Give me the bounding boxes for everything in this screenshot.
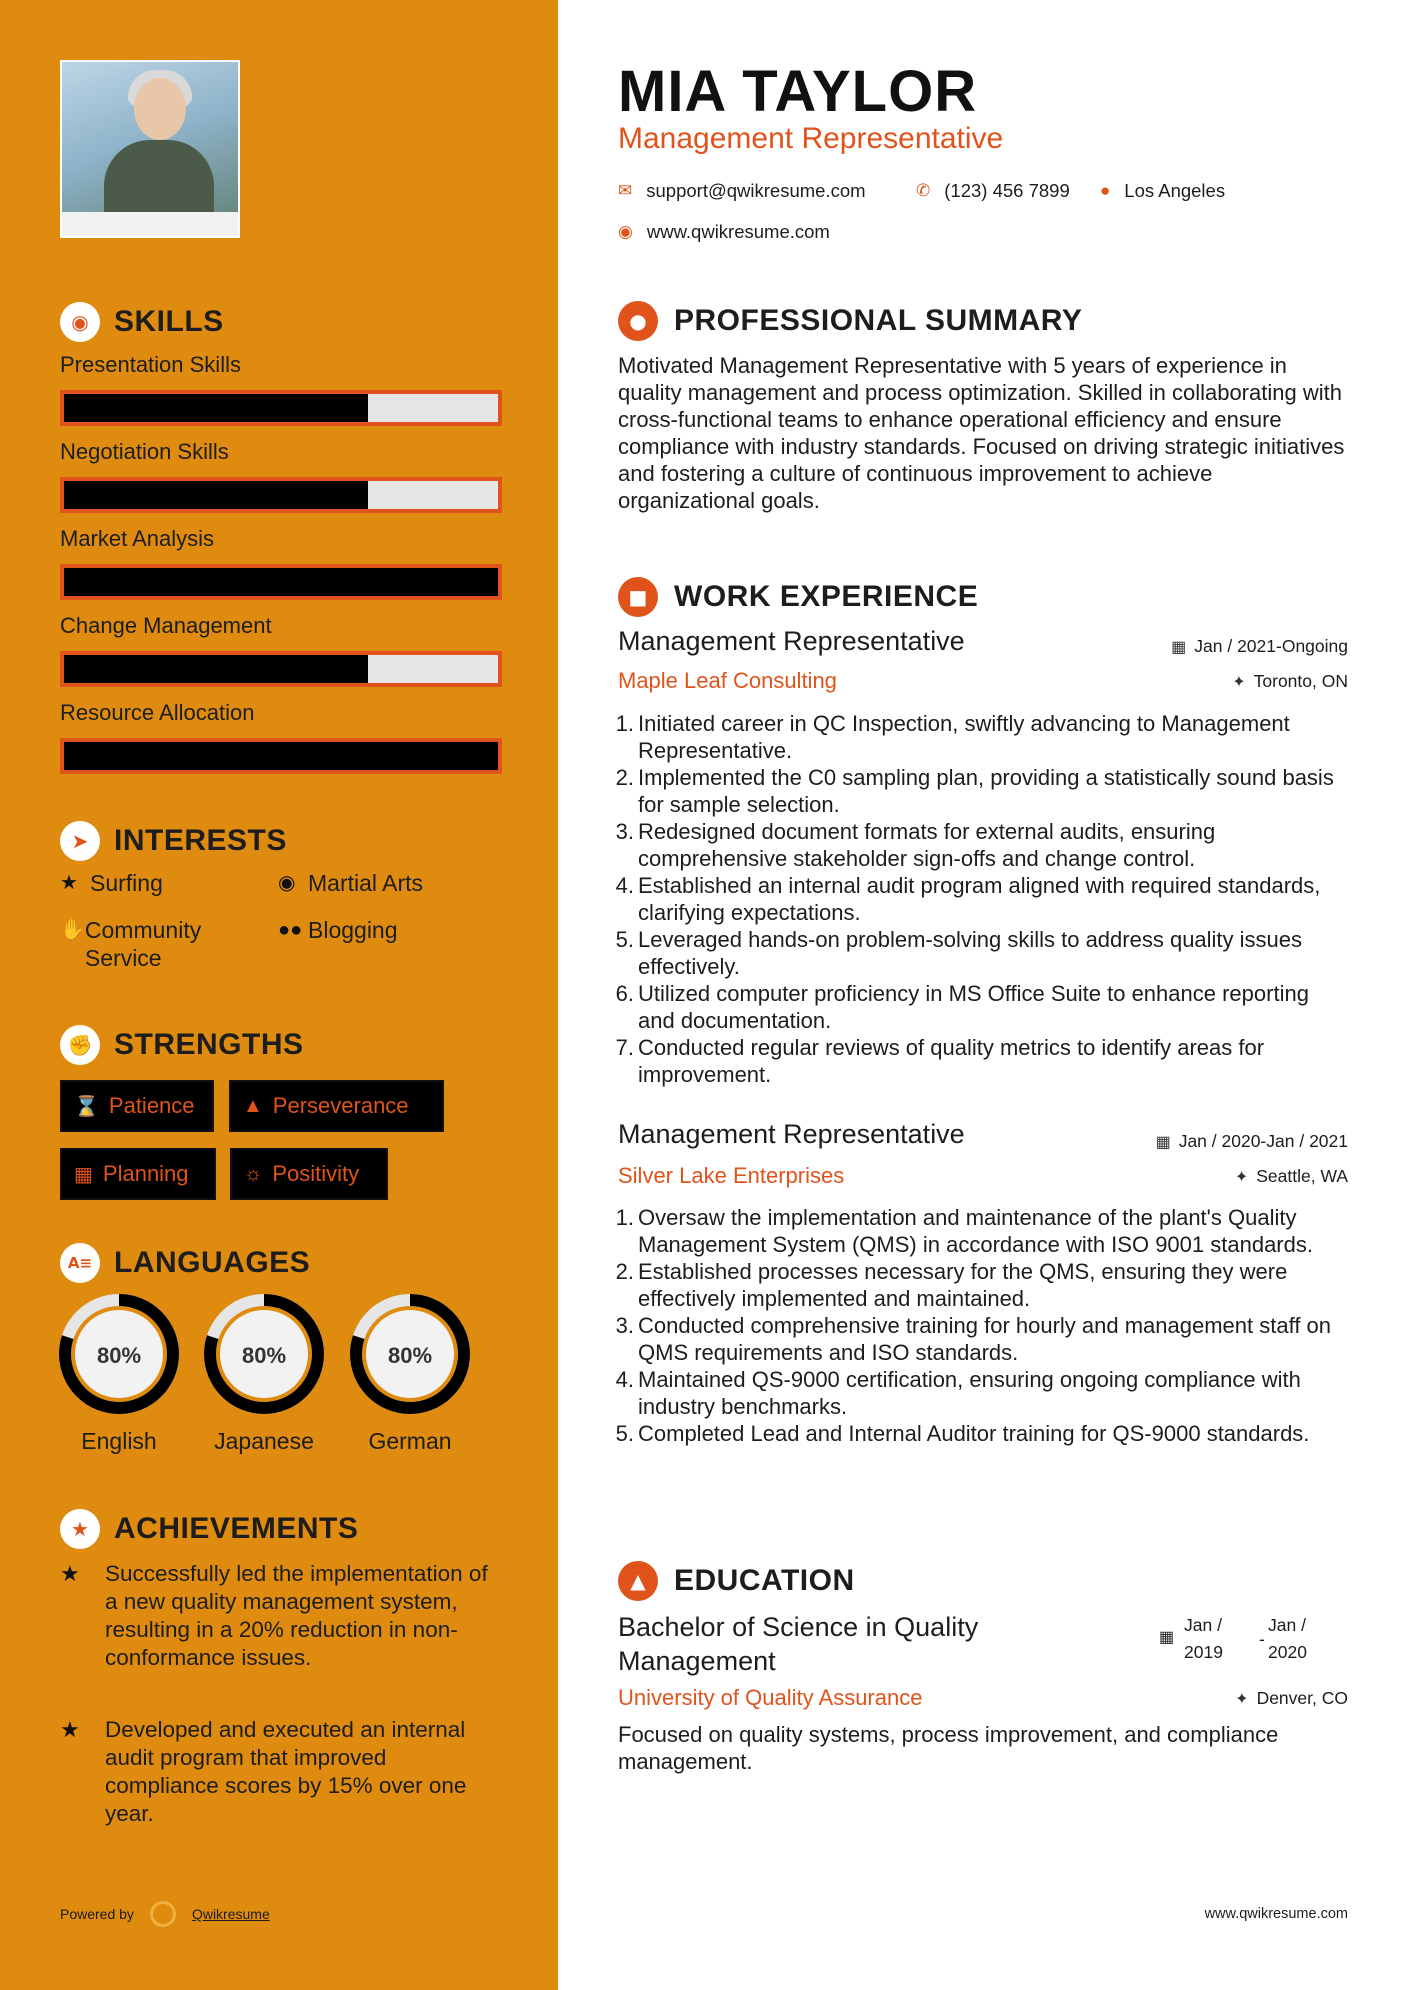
skill-item <box>60 352 502 426</box>
list-item: 2. Established processes necessary for the QMS, ensuring they were effectively implemented and maintained. <box>615 1259 1288 1311</box>
star-icon: ★ <box>60 1561 80 1586</box>
phone-text: (123) 456 7899 <box>944 180 1070 201</box>
fist-icon: ✊ <box>60 1025 100 1065</box>
pin-icon: ✦ <box>1234 1168 1249 1186</box>
job-location <box>1235 1166 1348 1187</box>
language-item <box>202 1292 326 1455</box>
interest-label: Martial Arts <box>308 870 424 896</box>
experience-header <box>618 575 978 619</box>
skills-header <box>60 300 224 344</box>
language-name: English <box>81 1428 157 1454</box>
list-item: 5. Leveraged hands-on problem-solving skills to address quality issues effectively. <box>615 927 1303 979</box>
summary-header <box>618 299 1082 343</box>
achievement-text: Developed and executed an internal audit program that improved compliance scores by 15% over one year. <box>105 1717 467 1826</box>
summary-title: PROFESSIONAL SUMMARY <box>674 304 1083 337</box>
job-company: Maple Leaf Consulting <box>618 668 837 693</box>
skill-label: Presentation Skills <box>60 352 241 377</box>
contact-location <box>1100 180 1225 202</box>
skill-label: Negotiation Skills <box>60 439 229 464</box>
skill-bar-fill <box>64 742 498 770</box>
school-name: University of Quality Assurance <box>618 1685 923 1710</box>
interest-item <box>278 869 423 897</box>
skill-bar <box>60 564 502 600</box>
education-location-text: Denver, CO <box>1256 1688 1348 1708</box>
skill-bar <box>60 651 502 687</box>
language-icon: A≡ <box>60 1243 100 1283</box>
powered-prefix: Powered by <box>60 1906 134 1922</box>
degree-title: Bachelor of Science in Quality Management <box>618 1612 979 1676</box>
language-item <box>348 1292 472 1455</box>
location-text: Los Angeles <box>1124 180 1226 201</box>
hourglass-icon: ⌛ <box>74 1095 99 1118</box>
education-start: Jan / 2019 <box>1184 1615 1223 1662</box>
education-end: Jan / 2020 <box>1268 1615 1307 1662</box>
education-description: Focused on quality systems, process improvement, and compliance management. <box>618 1722 1279 1774</box>
hand-icon: ✋ <box>60 919 85 941</box>
list-item: 1. Oversaw the implementation and maintenance of the plant's Quality Management System (QMS) in accordance with ISO 9001 standards. <box>615 1205 1313 1257</box>
language-name: Japanese <box>214 1428 314 1454</box>
strength-tag <box>229 1080 444 1132</box>
pin-icon: ✦ <box>1235 1690 1249 1708</box>
calendar-icon: ▦ <box>1155 1133 1171 1151</box>
powered-by <box>60 1901 270 1927</box>
email-text[interactable]: support@qwikresume.com <box>646 180 866 201</box>
skill-label: Market Analysis <box>60 526 215 551</box>
list-item: 3. Conducted comprehensive training for hourly and management staff on QMS requirements and ISO standards. <box>615 1313 1332 1365</box>
phone-icon: ✆ <box>916 181 931 200</box>
summary-text: Motivated Management Representative with 5 years of experience in quality management and process optimization. Skilled in collaborating with cross-functional teams to enhance operational efficiency and ensure compliance with industry standards. Focused on driving strategic initiatives and fostering a culture of continuous improvement to achieve organizational goals. <box>618 353 1345 513</box>
language-percent: 80% <box>387 1343 433 1368</box>
interests-header <box>60 819 287 863</box>
skill-item <box>60 439 502 513</box>
education-header <box>618 1559 855 1603</box>
list-item: 1. Initiated career in QC Inspection, swiftly advancing to Management Representative. <box>615 711 1290 763</box>
globe-icon: ◉ <box>278 872 296 894</box>
globe-icon: ◉ <box>618 222 633 241</box>
interest-item <box>278 916 398 944</box>
language-percent: 80% <box>241 1343 287 1368</box>
paper-plane-icon: ➤ <box>60 821 100 861</box>
education-location <box>1235 1688 1348 1709</box>
language-ring <box>57 1292 181 1416</box>
skill-label: Resource Allocation <box>60 700 255 725</box>
sun-icon: ☼ <box>244 1162 263 1185</box>
interest-label: Surfing <box>90 870 163 896</box>
skill-bar-fill <box>64 394 368 422</box>
skill-label: Change Management <box>60 613 272 638</box>
list-item: 2. Implemented the C0 sampling plan, providing a statistically sound basis for sample selection. <box>615 765 1334 817</box>
achievement-item <box>60 1716 490 1828</box>
list-item: 4. Maintained QS-9000 certification, ensuring ongoing compliance with industry benchmarks. <box>615 1367 1301 1419</box>
users-icon: ●● <box>278 919 303 941</box>
list-item: 5. Completed Lead and Internal Auditor training for QS-9000 standards. <box>615 1421 1310 1446</box>
pin-icon: ✦ <box>1232 673 1246 691</box>
strength-tag <box>60 1148 216 1200</box>
list-item: 4. Established an internal audit program aligned with required standards, clarifying expectations. <box>615 873 1321 925</box>
strength-label: Patience <box>108 1093 195 1118</box>
lightbulb-icon: ◉ <box>60 302 100 342</box>
job-bullets <box>612 1204 1348 1447</box>
skill-bar <box>60 390 502 426</box>
job-dates-text: Jan / 2020-Jan / 2021 <box>1178 1131 1348 1151</box>
languages-title: LANGUAGES <box>114 1246 311 1279</box>
strength-label: Perseverance <box>272 1093 409 1118</box>
graduation-icon: ▲ <box>618 1561 658 1601</box>
strength-tag <box>230 1148 388 1200</box>
powered-brand-link[interactable]: Qwikresume <box>191 1906 270 1922</box>
star-icon: ★ <box>60 1717 80 1742</box>
contact-email <box>618 180 866 202</box>
star-badge-icon: ★ <box>60 1509 100 1549</box>
briefcase-icon: ■ <box>618 577 658 617</box>
calendar-icon: ▦ <box>1171 638 1187 656</box>
skill-bar-fill <box>64 481 368 509</box>
skill-bar-fill <box>64 655 368 683</box>
qwikresume-logo-icon <box>150 1901 176 1927</box>
map-pin-icon: ● <box>1100 181 1111 200</box>
skill-item <box>60 700 502 774</box>
achievement-item <box>60 1560 490 1672</box>
calendar-icon: ▦ <box>74 1163 93 1186</box>
footer-url[interactable]: www.qwikresume.com <box>1204 1906 1348 1922</box>
profile-photo <box>60 60 240 238</box>
list-item: 7. Conducted regular reviews of quality metrics to identify areas for improvement. <box>615 1035 1265 1087</box>
skill-bar <box>60 477 502 513</box>
language-ring <box>202 1292 326 1416</box>
list-item: 6. Utilized computer proficiency in MS Office Suite to enhance reporting and documentation. <box>615 981 1309 1033</box>
skill-bar-fill <box>64 568 498 596</box>
job-company: Silver Lake Enterprises <box>618 1163 845 1188</box>
interests-title: INTERESTS <box>114 824 287 857</box>
strengths-title: STRENGTHS <box>114 1028 304 1061</box>
languages-header <box>60 1241 310 1285</box>
strength-label: Planning <box>102 1161 189 1186</box>
contact-phone <box>916 180 1070 202</box>
language-item <box>57 1292 181 1455</box>
skill-item <box>60 526 502 600</box>
achievements-title: ACHIEVEMENTS <box>114 1512 359 1545</box>
job-title: Management Representative <box>618 1119 965 1149</box>
sidebar <box>0 0 558 1990</box>
job-dates <box>1171 636 1348 657</box>
achievement-text: Successfully led the implementation of a new quality management system, resulting in a 20% reduction in non-conformance issues. <box>105 1561 488 1670</box>
language-percent: 80% <box>96 1343 142 1368</box>
interest-label: Blogging <box>308 917 398 943</box>
strengths-header <box>60 1023 304 1067</box>
date-separator: - <box>1259 1629 1265 1649</box>
job-dates-text: Jan / 2021-Ongoing <box>1194 636 1348 656</box>
skill-bar <box>60 738 502 774</box>
job-bullets <box>612 710 1348 1088</box>
user-icon: ● <box>618 301 658 341</box>
candidate-name: MIA TAYLOR <box>618 59 978 124</box>
education-title: EDUCATION <box>674 1564 855 1597</box>
candidate-role: Management Representative <box>618 122 1004 155</box>
skill-item <box>60 613 502 687</box>
interest-label: Community Service <box>84 917 202 971</box>
interest-item <box>60 916 250 972</box>
experience-title: WORK EXPERIENCE <box>674 580 979 613</box>
job-location-text: Toronto, ON <box>1253 671 1348 691</box>
list-item: 3. Redesigned document formats for external audits, ensuring comprehensive stakeholder sign-offs and change control. <box>615 819 1216 871</box>
job-dates <box>1156 1131 1348 1152</box>
language-name: German <box>368 1428 452 1454</box>
interest-item <box>60 869 163 897</box>
job-location <box>1232 671 1348 692</box>
envelope-icon: ✉ <box>618 181 633 200</box>
contact-website <box>618 221 830 243</box>
language-ring <box>348 1292 472 1416</box>
calendar-icon: ▦ <box>1159 1629 1175 1646</box>
skills-title: SKILLS <box>114 305 224 338</box>
website-text[interactable]: www.qwikresume.com <box>646 221 830 242</box>
star-icon: ★ <box>60 872 78 894</box>
strength-tag <box>60 1080 214 1132</box>
job-title: Management Representative <box>618 626 965 656</box>
job-location-text: Seattle, WA <box>1256 1166 1348 1186</box>
achievements-header <box>60 1507 358 1551</box>
strength-label: Positivity <box>272 1161 360 1186</box>
road-icon: ▲ <box>243 1094 263 1117</box>
